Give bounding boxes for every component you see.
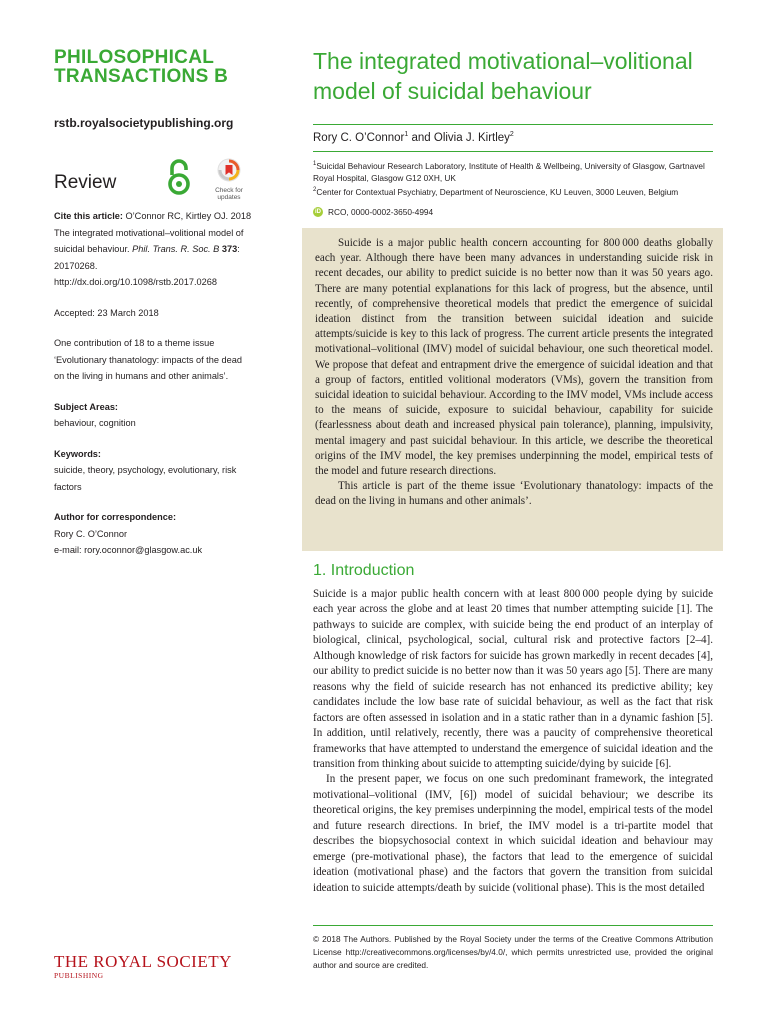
subject-areas — [54, 399, 254, 432]
body-paragraph-2: In the present paper, we focus on one such predominant framework, the integrated motivational–volitional (IMV, [6]) model of suicidal behaviour; we describe its theoretical origins, the key premises underpinning the model, empirical tests of the model and future research directions. In brief, the IMV model is a tri-partite model that describes the biopsychosocial context in which suicidal ideation and behaviour may emerge (pre-motivational phase), the factors that lead to the emergence of suicidal ideation (motivational phase) and the factors that govern the transition from suicidal ideation to suicide attempts/death by suicide (volitional phase). This is the most detailed — [313, 773, 713, 894]
affiliation-1 — [313, 158, 713, 184]
correspondence-label: Author for correspondence: — [54, 512, 176, 522]
body-paragraph-1: Suicide is a major public health concern with at least 800 000 people dying by suicide each year across the globe and at least 20 times that number attempting suicide [1]. The pathways to suicide are complex, with suicide being the end product of an interplay of biological, clinical, psychological, social, cultural risk and protective factors [2–4]. Although knowledge of risk factors for suicide has grown markedly in recent decades [4], our ability to predict suicide is no better now than it was 50 years ago [5]. There are many reasons why the field of suicide research has not enhanced its predictive ability; key candidates include the low base rate of suicidal behaviour, as well as the fact that risk factors are often assessed in isolation and in a static rather than in a dynamic fashion [5]. In addition, until relatively, recently, there was a paucity of comprehensive theoretical frameworks that have attempted to understand the emergence of suicidal ideation and the transition from thinking about suicide to attempting suicide/dying by suicide [6]. — [313, 588, 713, 770]
correspondence-name: Rory C. O’Connor — [54, 528, 128, 539]
authors-and: and — [408, 131, 434, 144]
affiliation-2-sup: 2 — [313, 186, 317, 193]
open-access-icon — [166, 158, 192, 201]
keywords — [54, 446, 254, 496]
affiliation-1-text: Suicidal Behaviour Research Laboratory, Institute of Health & Wellbeing, University of Glasgow, Gartnavel Royal Hospital, Glasgow G12 0XH, UK — [313, 160, 705, 183]
body-text — [313, 587, 713, 896]
orcid-icon: iD — [315, 209, 321, 215]
accepted-date: Accepted: 23 March 2018 — [54, 307, 159, 318]
journal-url[interactable]: rstb.royalsocietypublishing.org — [54, 116, 234, 130]
correspondence-email[interactable]: e-mail: rory.oconnor@glasgow.ac.uk — [54, 545, 203, 555]
title-line2: model of suicidal behaviour — [313, 78, 592, 104]
orcid-id: RCO, 0000-0002-3650-4994 — [328, 207, 434, 217]
subject-areas-value: behaviour, cognition — [54, 418, 136, 428]
affiliation-1-sup: 1 — [313, 161, 317, 167]
author-1-sup: 1 — [404, 131, 409, 138]
section-heading: 1. Introduction — [313, 562, 415, 579]
royal-society-logo — [54, 952, 232, 980]
journal-name-line1: PHILOSOPHICAL — [54, 47, 215, 68]
title-line1: The integrated motivational–volitional — [313, 48, 693, 74]
cite-doi[interactable]: http://dx.doi.org/10.1098/rstb.2017.0268 — [54, 277, 217, 287]
subject-areas-label: Subject Areas: — [54, 401, 118, 412]
orcid-row[interactable] — [313, 207, 713, 217]
journal-name-line2: TRANSACTIONS B — [54, 66, 229, 87]
cite-article-number: : 20170268. — [54, 244, 240, 271]
article-title — [313, 46, 713, 106]
article-type: Review — [54, 172, 117, 193]
check-updates-label: Check for updates — [215, 187, 243, 201]
author-1: Rory C. O’Connor — [313, 131, 405, 144]
left-sidebar — [54, 48, 254, 559]
check-for-updates-badge[interactable] — [207, 158, 251, 201]
authors — [313, 131, 713, 144]
keywords-value: suicide, theory, psychology, evolutionary, risk factors — [54, 465, 237, 492]
check-updates-icon — [217, 169, 241, 186]
affiliation-2 — [313, 184, 713, 198]
affiliations — [313, 158, 713, 198]
author-2-sup: 2 — [509, 131, 514, 138]
theme-issue-note: One contribution of 18 to a theme issue ‘Evolutionary thanatology: impacts of the dead on the living in humans and other animals’. — [54, 338, 242, 381]
abstract-paragraph-2: This article is part of the theme issue ‘Evolutionary thanatology: impacts of the dead on the living in humans and other animals’. — [315, 480, 713, 508]
keywords-label: Keywords: — [54, 448, 101, 459]
title-rule — [313, 124, 713, 125]
publisher-name: THE ROYAL SOCIETY — [54, 952, 232, 971]
citation — [54, 208, 254, 291]
publisher-sub: PUBLISHING — [54, 971, 104, 980]
author-2: Olivia J. Kirtley — [433, 131, 510, 144]
journal-name — [54, 48, 254, 86]
authors-rule — [313, 151, 713, 152]
license-notice: © 2018 The Authors. Published by the Royal Society under the terms of the Creative Commons Attribution License http://creativecommons.org/licenses/by/4.0/, which permits unrestricted use, provided the original author and source are credited. — [313, 934, 713, 970]
affiliation-2-text: Center for Contextual Psychiatry, Department of Neuroscience, KU Leuven, 3000 Leuven, Belgium — [316, 186, 679, 197]
cite-volume: 373 — [219, 244, 238, 254]
abstract-paragraph-1: Suicide is a major public health concern accounting for 800 000 deaths globally each year. Although there have been many advances in understanding suicide risk in recent decades, our ability to predict suicide is no better now than it was 50 years ago. There are many potential explanations for this lack of progress, but the absence, until recently, of comprehensive theoretical models that predict the emergence of suicidal ideation distinct from the transition between suicidal ideation and suicide attempts/suicide is key to this lack of progress. The current article presents the integrated motivational–volitional (IMV) model of suicidal behaviour, one such theoretical model. We propose that defeat and entrapment drive the emergence of suicidal ideation and that a group of factors, entitled volitional moderators (VMs), govern the transition from suicidal ideation to suicidal behaviour. According to the IMV model, VMs include access to the means of suicide, exposure to suicidal behaviour, capability for suicide (fearlessness about death and increased physical pain tolerance), planning, impulsivity, mental imagery and past suicidal behaviour. In this article, we describe the theoretical origins of the IMV model, the key premises underpinning the model, empirical tests of the model and future research directions. — [315, 237, 713, 478]
license-rule — [313, 925, 713, 926]
cite-text: O’Connor RC, Kirtley OJ. 2018 The integrated motivational–volitional model of suicidal behaviour. — [54, 211, 252, 254]
cite-label: Cite this article: — [54, 211, 123, 221]
review-row — [54, 158, 254, 208]
correspondence — [54, 509, 254, 559]
abstract-box — [302, 228, 723, 551]
cite-journal: Phil. Trans. R. Soc. B — [132, 244, 220, 254]
